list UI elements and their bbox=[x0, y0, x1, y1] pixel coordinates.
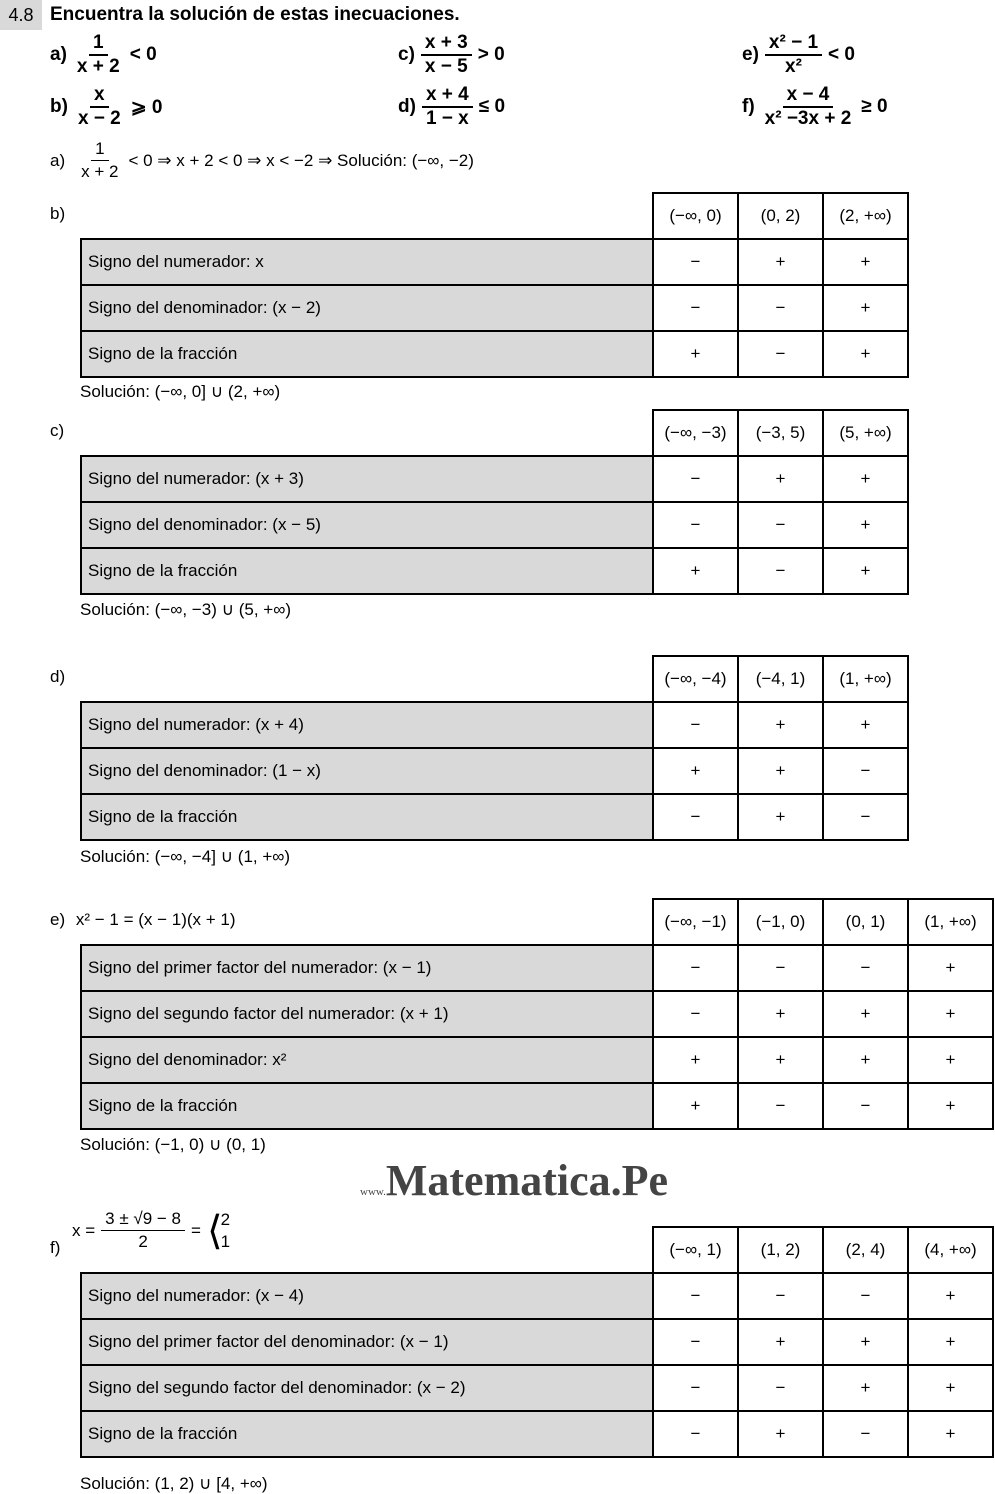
sign-cell: + bbox=[823, 702, 908, 748]
interval-header: (−1, 0) bbox=[738, 899, 823, 945]
problem-c bbox=[398, 32, 505, 78]
sign-cell: − bbox=[653, 502, 738, 548]
problem-label: d) bbox=[398, 96, 416, 117]
table-row bbox=[81, 331, 908, 377]
numerator: 3 ± √9 − 8 bbox=[101, 1208, 185, 1231]
sign-cell: − bbox=[653, 1411, 738, 1457]
table-row bbox=[81, 1037, 993, 1083]
numerator: 1 bbox=[89, 32, 108, 56]
part-letter: f) bbox=[50, 1238, 61, 1257]
exercise-number: 4.8 bbox=[0, 0, 42, 30]
solution-text: Solución: (−∞, −3) ∪ (5, +∞) bbox=[80, 600, 292, 619]
sign-cell: + bbox=[738, 748, 823, 794]
sign-table bbox=[80, 192, 909, 378]
problem-f bbox=[742, 84, 888, 130]
sign-cell: + bbox=[823, 548, 908, 594]
watermark-logo bbox=[360, 1155, 668, 1206]
relation: ⩾ 0 bbox=[130, 96, 163, 118]
row-label: Signo del denominador: x² bbox=[81, 1037, 653, 1083]
sign-cell: − bbox=[738, 1083, 823, 1129]
relation: < 0 bbox=[828, 44, 855, 65]
table-row bbox=[81, 1319, 993, 1365]
sign-cell: + bbox=[653, 1083, 738, 1129]
interval-header: (1, +∞) bbox=[908, 899, 993, 945]
sign-cell: + bbox=[653, 331, 738, 377]
brace-icon: ⟨ bbox=[206, 1208, 223, 1253]
sign-cell: + bbox=[738, 1037, 823, 1083]
problem-label: f) bbox=[742, 96, 755, 117]
exercise-title: Encuentra la solución de estas inecuaciones. bbox=[50, 4, 460, 25]
sign-table bbox=[80, 898, 994, 1130]
table-row bbox=[81, 1411, 993, 1457]
table-row bbox=[81, 502, 908, 548]
problem-d bbox=[398, 84, 505, 130]
sign-cell: − bbox=[653, 1365, 738, 1411]
fraction bbox=[101, 1208, 185, 1253]
sign-cell: + bbox=[823, 1037, 908, 1083]
part-letter: b) bbox=[50, 204, 66, 223]
sign-cell: + bbox=[908, 1273, 993, 1319]
relation: > 0 bbox=[477, 44, 505, 65]
interval-header: (0, 2) bbox=[738, 193, 823, 239]
numerator: x + 4 bbox=[422, 84, 473, 108]
row-label: Signo de la fracción bbox=[81, 1083, 653, 1129]
denominator: x + 2 bbox=[76, 56, 120, 77]
table-row bbox=[81, 991, 993, 1037]
sign-cell: + bbox=[823, 1319, 908, 1365]
sign-cell: − bbox=[823, 794, 908, 840]
sign-cell: − bbox=[653, 702, 738, 748]
blank-cell bbox=[81, 656, 653, 702]
table-row bbox=[81, 239, 908, 285]
row-label: Signo de la fracción bbox=[81, 548, 653, 594]
table-row bbox=[81, 1365, 993, 1411]
sign-cell: + bbox=[738, 991, 823, 1037]
part-label bbox=[50, 667, 71, 687]
problem-e bbox=[742, 32, 855, 78]
sign-cell: − bbox=[653, 945, 738, 991]
row-label: Signo del denominador: (x − 5) bbox=[81, 502, 653, 548]
solution-text: Solución: (−1, 0) ∪ (0, 1) bbox=[80, 1135, 266, 1154]
fraction bbox=[421, 32, 472, 78]
denominator: 2 bbox=[138, 1232, 148, 1251]
sign-cell: + bbox=[653, 1037, 738, 1083]
solution-text: Solución: (−∞, −4] ∪ (1, +∞) bbox=[80, 847, 291, 866]
solution-a bbox=[50, 138, 474, 183]
sign-cell: − bbox=[738, 1365, 823, 1411]
part-letter: d) bbox=[50, 667, 66, 686]
sign-cell: + bbox=[823, 1365, 908, 1411]
sign-cell: − bbox=[823, 1273, 908, 1319]
sign-cell: + bbox=[908, 1083, 993, 1129]
header-row bbox=[81, 656, 908, 702]
row-label: Signo del numerador: (x − 4) bbox=[81, 1273, 653, 1319]
sign-cell: − bbox=[653, 239, 738, 285]
fraction bbox=[77, 138, 122, 183]
interval-header: (1, 2) bbox=[738, 1227, 823, 1273]
interval-header: (−∞, −3) bbox=[653, 410, 738, 456]
fraction bbox=[765, 32, 822, 78]
sign-cell: + bbox=[823, 331, 908, 377]
sign-cell: + bbox=[738, 239, 823, 285]
part-letter: c) bbox=[50, 421, 65, 440]
sign-cell: − bbox=[738, 285, 823, 331]
solution-text: Solución: (1, 2) ∪ [4, +∞) bbox=[80, 1474, 268, 1493]
denominator: x − 5 bbox=[424, 56, 468, 77]
table-row bbox=[81, 548, 908, 594]
sign-cell: + bbox=[908, 945, 993, 991]
part-label bbox=[50, 204, 71, 224]
blank-cell bbox=[81, 410, 653, 456]
problem-label: a) bbox=[50, 44, 67, 65]
fraction bbox=[422, 84, 473, 130]
fraction bbox=[73, 32, 124, 78]
sign-cell: − bbox=[653, 1319, 738, 1365]
table-row bbox=[81, 794, 908, 840]
sign-cell: − bbox=[823, 748, 908, 794]
denominator: 1 − x bbox=[425, 108, 469, 129]
sign-cell: − bbox=[738, 945, 823, 991]
sign-cell: + bbox=[823, 456, 908, 502]
problem-label: b) bbox=[50, 96, 68, 117]
row-label: Signo del denominador: (1 − x) bbox=[81, 748, 653, 794]
interval-header: (−∞, −1) bbox=[653, 899, 738, 945]
row-label: Signo del numerador: x bbox=[81, 239, 653, 285]
sign-cell: + bbox=[908, 1411, 993, 1457]
interval-header: (−3, 5) bbox=[738, 410, 823, 456]
interval-header: (1, +∞) bbox=[823, 656, 908, 702]
sign-cell: + bbox=[738, 456, 823, 502]
denominator: x + 2 bbox=[81, 162, 119, 181]
problem-label: c) bbox=[398, 44, 415, 65]
row-label: Signo del numerador: (x + 4) bbox=[81, 702, 653, 748]
problem-label: e) bbox=[742, 44, 759, 65]
sign-cell: − bbox=[653, 991, 738, 1037]
watermark-text: Matematica.Pe bbox=[385, 1156, 669, 1205]
sign-cell: + bbox=[738, 794, 823, 840]
table-row bbox=[81, 456, 908, 502]
root-2: 1 bbox=[220, 1231, 231, 1251]
blank-cell bbox=[81, 899, 653, 945]
roots-f bbox=[50, 1208, 230, 1253]
interval-header: (−∞, 0) bbox=[653, 193, 738, 239]
interval-header: (4, +∞) bbox=[908, 1227, 993, 1273]
sign-cell: − bbox=[823, 1083, 908, 1129]
sign-cell: + bbox=[738, 1411, 823, 1457]
header-row bbox=[81, 193, 908, 239]
sign-cell: + bbox=[653, 548, 738, 594]
sign-cell: + bbox=[823, 502, 908, 548]
sign-cell: + bbox=[823, 991, 908, 1037]
relation: < 0 bbox=[129, 44, 157, 65]
sign-cell: − bbox=[653, 285, 738, 331]
table-row bbox=[81, 1273, 993, 1319]
part-letter: e) bbox=[50, 910, 66, 929]
sign-cell: + bbox=[908, 1365, 993, 1411]
sign-cell: − bbox=[738, 502, 823, 548]
sign-cell: − bbox=[823, 945, 908, 991]
fraction bbox=[74, 84, 125, 130]
root-1: 2 bbox=[220, 1209, 231, 1229]
denominator: x² bbox=[785, 56, 802, 77]
sign-table bbox=[80, 655, 909, 841]
relation: ≤ 0 bbox=[478, 96, 506, 117]
interval-header: (−∞, 1) bbox=[653, 1227, 738, 1273]
sign-cell: + bbox=[738, 1319, 823, 1365]
header-row bbox=[81, 899, 993, 945]
row-label: Signo del primer factor del denominador: (x − 1) bbox=[81, 1319, 653, 1365]
sign-cell: + bbox=[823, 239, 908, 285]
row-label: Signo de la fracción bbox=[81, 331, 653, 377]
solution-text: < 0 ⇒ x + 2 < 0 ⇒ x < −2 ⇒ Solución: (−∞, −2) bbox=[128, 150, 474, 170]
numerator: 1 bbox=[91, 138, 108, 161]
numerator: x bbox=[90, 84, 109, 108]
table-row bbox=[81, 285, 908, 331]
sign-table bbox=[80, 409, 909, 595]
row-label: Signo del primer factor del numerador: (x − 1) bbox=[81, 945, 653, 991]
row-label: Signo del denominador: (x − 2) bbox=[81, 285, 653, 331]
sign-cell: − bbox=[823, 1411, 908, 1457]
sign-cell: + bbox=[823, 285, 908, 331]
part-label: a) bbox=[50, 150, 66, 170]
row-label: Signo del numerador: (x + 3) bbox=[81, 456, 653, 502]
sign-cell: − bbox=[738, 1273, 823, 1319]
problem-a bbox=[50, 32, 157, 78]
table-row bbox=[81, 702, 908, 748]
interval-header: (2, +∞) bbox=[823, 193, 908, 239]
interval-header: (−∞, −4) bbox=[653, 656, 738, 702]
header-row bbox=[81, 410, 908, 456]
sign-table bbox=[80, 1226, 994, 1458]
part-intro: x² − 1 = (x − 1)(x + 1) bbox=[75, 910, 236, 929]
interval-header: (0, 1) bbox=[823, 899, 908, 945]
interval-header: (2, 4) bbox=[823, 1227, 908, 1273]
row-label: Signo del segundo factor del denominador: (x − 2) bbox=[81, 1365, 653, 1411]
relation: ≥ 0 bbox=[861, 96, 888, 117]
sign-cell: + bbox=[908, 991, 993, 1037]
sign-cell: + bbox=[653, 748, 738, 794]
numerator: x² − 1 bbox=[765, 32, 822, 56]
interval-header: (5, +∞) bbox=[823, 410, 908, 456]
interval-header: (−4, 1) bbox=[738, 656, 823, 702]
blank-cell bbox=[81, 193, 653, 239]
row-label: Signo de la fracción bbox=[81, 1411, 653, 1457]
sign-cell: − bbox=[653, 456, 738, 502]
watermark-www: www. bbox=[360, 1186, 386, 1198]
numerator: x − 4 bbox=[783, 84, 834, 108]
sign-cell: − bbox=[653, 1273, 738, 1319]
problem-b bbox=[50, 84, 163, 130]
sign-cell: + bbox=[738, 702, 823, 748]
sign-cell: − bbox=[738, 548, 823, 594]
fraction bbox=[761, 84, 856, 130]
sign-cell: + bbox=[908, 1319, 993, 1365]
table-row bbox=[81, 945, 993, 991]
sign-cell: − bbox=[653, 794, 738, 840]
equals: = bbox=[191, 1220, 201, 1240]
denominator: x − 2 bbox=[77, 108, 121, 129]
row-label: Signo de la fracción bbox=[81, 794, 653, 840]
table-row bbox=[81, 1083, 993, 1129]
solution-text: Solución: (−∞, 0] ∪ (2, +∞) bbox=[80, 382, 281, 401]
sign-cell: − bbox=[738, 331, 823, 377]
table-row bbox=[81, 748, 908, 794]
lhs: x = bbox=[72, 1220, 96, 1240]
part-label bbox=[50, 421, 70, 441]
row-label: Signo del segundo factor del numerador: (x + 1) bbox=[81, 991, 653, 1037]
sign-cell: + bbox=[908, 1037, 993, 1083]
denominator: x² −3x + 2 bbox=[764, 108, 852, 129]
numerator: x + 3 bbox=[421, 32, 472, 56]
